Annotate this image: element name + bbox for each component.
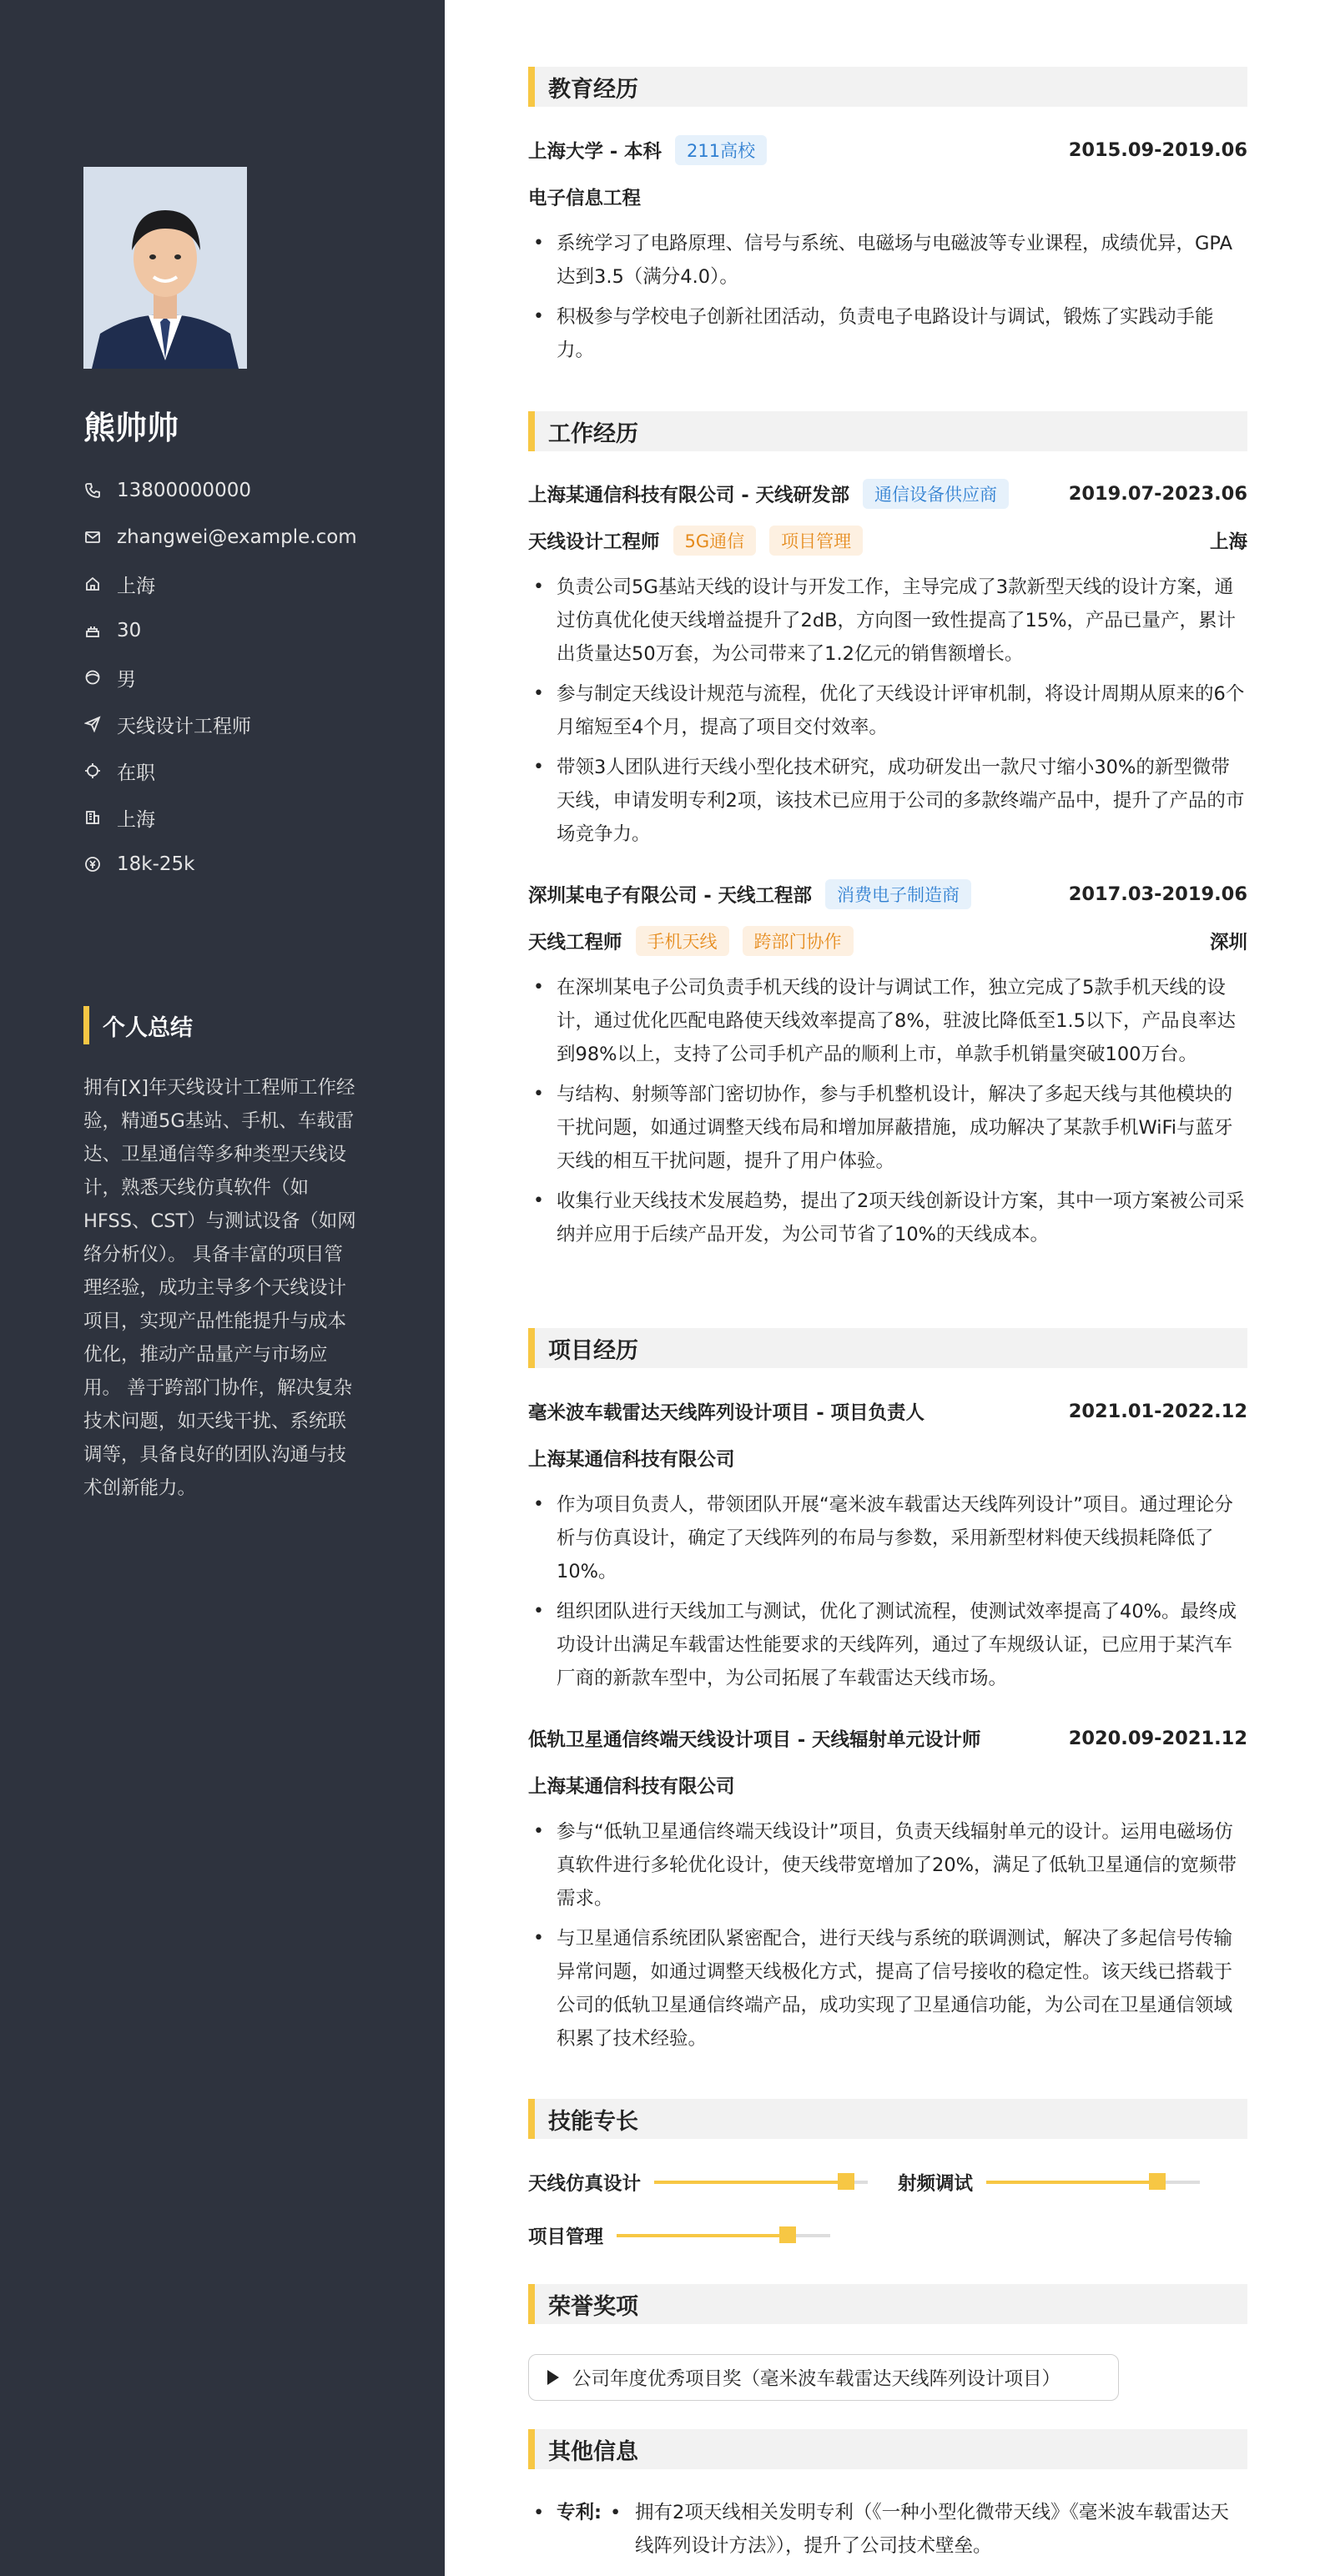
project-header <box>528 1395 1247 1428</box>
job-tag: 项目管理 <box>769 526 863 556</box>
skill-item <box>898 2166 1200 2199</box>
skill-bar-fill <box>617 2234 788 2237</box>
list-item: • 与结构、射频等部门密切协作，参与手机整机设计，解决了多起天线与其他模块的干扰问题，如通过调整天线布局和增加屏蔽措施，成功解决了某款手机WiFi与蓝牙天线的相互干扰问题，提升了用户体验。 <box>528 1078 1247 1178</box>
skill-bar <box>617 2234 830 2237</box>
contact-gender <box>83 654 357 701</box>
contact-list <box>83 467 357 888</box>
project-date: 2021.01-2022.12 <box>1068 1401 1247 1422</box>
contact-position <box>83 701 357 747</box>
skill-bar <box>654 2181 868 2184</box>
job-date: 2019.07-2023.06 <box>1068 483 1247 505</box>
project-company-row <box>528 1441 1247 1475</box>
school-tag: 211高校 <box>675 135 767 165</box>
other-text: 拥有2项天线相关发明专利（《一种小型化微带天线》《毫米波车载雷达天线阵列设计方法》），提升了公司技术壁垒。 <box>635 2502 1229 2557</box>
other-info-row <box>528 2496 1247 2563</box>
contact-text: 30 <box>117 620 142 641</box>
bullet-dot: • <box>533 2502 545 2523</box>
salary-icon <box>83 855 102 873</box>
contact-text: 13800000000 <box>117 480 251 501</box>
contact-city <box>83 794 357 841</box>
section-title-skills: 技能专长 <box>528 2099 1247 2139</box>
age-icon <box>83 621 102 640</box>
other-label: 专利: <box>557 2502 602 2523</box>
job-header <box>528 477 1247 511</box>
list-item: • 带领3人团队进行天线小型化技术研究，成功研发出一款尺寸缩小30%的新型微带天线，申请发明专利2项，该技术已应用于公司的多款终端产品中，提升了产品的市场竞争力。 <box>528 751 1247 851</box>
list-item: • 系统学习了电路原理、信号与系统、电磁场与电磁波等专业课程，成绩优异，GPA达到3.5（满分4.0）。 <box>528 227 1247 294</box>
job-tag: 跨部门协作 <box>743 926 854 956</box>
summary-title: 个人总结 <box>83 1006 193 1044</box>
list-item: • 作为项目负责人，带领团队开展“毫米波车载雷达天线阵列设计”项目。通过理论分析与仿真设计，确定了天线阵列的布局与参数，采用新型材料使天线损耗降低了10%。 <box>528 1488 1247 1588</box>
project-bullets <box>528 1488 1247 1702</box>
section-title-education: 教育经历 <box>528 67 1247 107</box>
list-item: • 与卫星通信系统团队紧密配合，进行天线与系统的联调测试，解决了多起信号传输异常问题，如通过调整天线极化方式，提高了信号接收的稳定性。该天线已搭载于公司的低轨卫星通信终端产品，成功实现了卫星通信功能，为公司在卫星通信领域积累了技术经验。 <box>528 1922 1247 2055</box>
major: 电子信息工程 <box>528 188 642 209</box>
skill-name: 项目管理 <box>528 2226 604 2248</box>
contact-text: zhangwei@example.com <box>117 526 357 548</box>
skill-item <box>528 2219 830 2252</box>
list-item: • 负责公司5G基站天线的设计与开发工作，主导完成了3款新型天线的设计方案，通过仿真优化使天线增益提升了2dB，方向图一致性提高了15%，产品已量产，累计出货量达50万套，为公司带来了1.2亿元的销售额增长。 <box>528 571 1247 671</box>
project-company: 上海某通信科技有限公司 <box>528 1449 735 1471</box>
job-role: 天线设计工程师 <box>528 531 660 553</box>
list-item: • 参与制定天线设计规范与流程，优化了天线设计评审机制，将设计周期从原来的6个月缩短至4个月，提高了项目交付效率。 <box>528 677 1247 744</box>
contact-status <box>83 747 357 794</box>
company-name: 深圳某电子有限公司 - 天线工程部 <box>528 885 813 907</box>
company-name: 上海某通信科技有限公司 - 天线研发部 <box>528 485 850 506</box>
summary-text: 拥有[X]年天线设计工程师工作经验，精通5G基站、手机、车载雷达、卫星通信等多种类型天线设计，熟悉天线仿真软件（如HFSS、CST）与测试设备（如网络分析仪）。 具备丰富的项目管理经验，成功主导多个天线设计项目，实现产品性能提升与成本优化，推动产品量产与市场应用。 善于跨部门协作，解决复杂技术问题，如天线干扰、系统联调等，具备良好的团队沟通与技术创新能力。 <box>83 1077 356 1499</box>
list-item: • 收集行业天线技术发展趋势，提出了2项天线创新设计方案，其中一项方案被公司采纳并应用于后续产品开发，为公司节省了10%的天线成本。 <box>528 1185 1247 1251</box>
job-city: 深圳 <box>1209 932 1247 953</box>
contact-location <box>83 561 357 607</box>
list-item: • 参与“低轨卫星通信终端天线设计”项目，负责天线辐射单元的设计。运用电磁场仿真软件进行多轮优化设计，使天线带宽增加了20%，满足了低轨卫星通信的宽频带需求。 <box>528 1815 1247 1915</box>
job-tag: 手机天线 <box>636 926 729 956</box>
sidebar <box>0 0 445 2576</box>
skill-name: 射频调试 <box>898 2173 974 2195</box>
status-icon <box>83 762 102 780</box>
section-title-projects: 项目经历 <box>528 1328 1247 1368</box>
contact-text: 18k-25k <box>117 853 195 875</box>
job-date: 2017.03-2019.06 <box>1068 883 1247 905</box>
job-bullets <box>528 971 1247 1258</box>
job-city: 上海 <box>1209 531 1247 553</box>
project-date: 2020.09-2021.12 <box>1068 1728 1247 1749</box>
contact-salary <box>83 841 357 888</box>
section-title-awards: 荣誉奖项 <box>528 2284 1247 2324</box>
contact-phone <box>83 467 357 514</box>
project-bullets <box>528 1815 1247 2062</box>
candidate-name: 熊帅帅 <box>83 410 179 446</box>
contact-text: 上海 <box>117 575 155 597</box>
bullet-dot: • <box>610 2502 622 2523</box>
skill-bar-fill <box>654 2181 846 2184</box>
contact-text: 在职 <box>117 762 155 784</box>
education-header <box>528 133 1247 167</box>
project-name: 低轨卫星通信终端天线设计项目 - 天线辐射单元设计师 <box>528 1729 981 1751</box>
section-title-work: 工作经历 <box>528 411 1247 451</box>
job-bullets <box>528 571 1247 858</box>
job-tag: 5G通信 <box>673 526 757 556</box>
contact-age <box>83 607 357 654</box>
list-item: • 在深圳某电子公司负责手机天线的设计与调试工作，独立完成了5款手机天线的设计，通过优化匹配电路使天线效率提高了8%，驻波比降低至1.5以下，产品良率达到98%以上，支持了公司手机产品的顺利上市，单款手机销量突破100万台。 <box>528 971 1247 1071</box>
skill-bar-knob <box>779 2226 796 2243</box>
job-role-row <box>528 924 1247 958</box>
section-title-other: 其他信息 <box>528 2429 1247 2469</box>
list-item: • 组织团队进行天线加工与测试，优化了测试流程，使测试效率提高了40%。最终成功设计出满足车载雷达性能要求的天线阵列，通过了车规级认证，已应用于某汽车厂商的新款车型中，为公司拓展了车载雷达天线市场。 <box>528 1595 1247 1695</box>
project-company: 上海某通信科技有限公司 <box>528 1776 735 1798</box>
project-company-row <box>528 1768 1247 1802</box>
contact-email <box>83 514 357 561</box>
award-text: 公司年度优秀项目奖（毫米波车载雷达天线阵列设计项目） <box>572 2368 1061 2390</box>
education-date: 2015.09-2019.06 <box>1068 139 1247 161</box>
list-item: • 积极参与学校电子创新社团活动，负责电子电路设计与调试，锻炼了实践动手能力。 <box>528 300 1247 367</box>
avatar-photo <box>83 167 247 369</box>
company-tag: 通信设备供应商 <box>863 479 1009 509</box>
phone-icon <box>83 481 102 500</box>
skill-bar-knob <box>1149 2173 1166 2190</box>
skill-bar-fill <box>986 2181 1157 2184</box>
contact-text: 天线设计工程师 <box>117 715 251 737</box>
gender-icon <box>83 668 102 687</box>
award-item <box>528 2354 1119 2401</box>
mail-icon <box>83 528 102 546</box>
skill-bar-knob <box>838 2173 854 2190</box>
portrait-illustration <box>83 167 247 369</box>
education-major-row <box>528 180 1247 214</box>
school-name: 上海大学 - 本科 <box>528 141 662 163</box>
play-triangle-icon <box>547 2370 559 2385</box>
contact-text: 男 <box>117 668 136 691</box>
skill-name: 天线仿真设计 <box>528 2173 642 2195</box>
company-tag: 消费电子制造商 <box>825 879 971 909</box>
send-icon <box>83 715 102 733</box>
project-header <box>528 1722 1247 1755</box>
home-icon <box>83 575 102 593</box>
job-role: 天线工程师 <box>528 932 622 953</box>
education-bullets <box>528 227 1247 374</box>
skill-item <box>528 2166 868 2199</box>
skill-bar <box>986 2181 1200 2184</box>
project-name: 毫米波车载雷达天线阵列设计项目 - 项目负责人 <box>528 1402 925 1424</box>
job-header <box>528 878 1247 911</box>
contact-text: 上海 <box>117 808 155 831</box>
building-icon <box>83 808 102 827</box>
job-role-row <box>528 524 1247 557</box>
